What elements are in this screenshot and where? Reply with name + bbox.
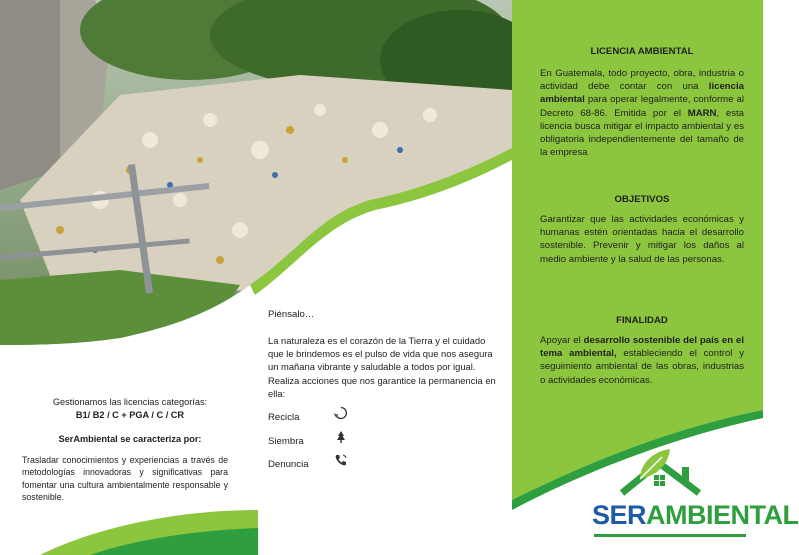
recycle-icon bbox=[334, 406, 348, 420]
licenses-title: Gestionamos las licencias categorías: bbox=[52, 397, 208, 407]
license-text: En Guatemala, todo proyecto, obra, industria o actividad debe contar con una licencia ambiental para operar legalmente, conforme al Decreto 68-86. Emitida por el MARN, esta licencia busca mitigar el impacto ambiental y es obligatoria independientemente del tamaño de la empresa bbox=[540, 68, 744, 159]
action-recycle: Recicla bbox=[268, 412, 300, 423]
house-leaf-logo-icon bbox=[604, 443, 724, 503]
objectives-title: OBJETIVOS bbox=[614, 194, 670, 205]
purpose-title: FINALIDAD bbox=[616, 315, 668, 326]
purpose-text: Apoyar el desarrollo sostenible del país en el tema ambiental, estableciendo el control y seguimiento ambiental de las obras, industrias o actividades económicas. bbox=[540, 335, 744, 386]
think-heading: Piénsalo… bbox=[268, 309, 315, 320]
action-report: Denuncia bbox=[268, 459, 309, 470]
nature-paragraph: La naturaleza es el corazón de la Tierra y el cuidado que le brindemos es el pulso de vida que nos asegura un mañana vibrante y saludable a todos por igual. Realiza acciones que nos garantice la permanencia en ella: bbox=[268, 335, 496, 399]
brand-logo-text bbox=[592, 500, 799, 531]
brand-description: Trasladar conocimientos y experiencias a través de metodologías innovadoras y significativas para fomentar una cultura ambientalmente responsable y sostenible. bbox=[22, 455, 228, 503]
action-plant: Siembra bbox=[268, 436, 304, 447]
objectives-text: Garantizar que las actividades económicas y humanas estén orientadas hacia el desarrollo sostenible. Prevenir y mitigar los daños al medio ambiente y la salud de las personas. bbox=[540, 214, 744, 265]
polluted-river-photo bbox=[0, 0, 512, 345]
brand-heading: SerAmbiental se caracteriza por: bbox=[58, 434, 202, 444]
right-panel bbox=[512, 0, 799, 555]
logo-word-ser: SER bbox=[592, 500, 647, 530]
license-title: LICENCIA AMBIENTAL bbox=[590, 46, 694, 57]
license-categories: B1/ B2 / C + PGA / C / CR bbox=[75, 410, 185, 420]
phone-icon bbox=[334, 453, 348, 467]
tree-icon bbox=[334, 430, 348, 444]
logo-underline bbox=[594, 534, 746, 537]
logo-word-ambiental: AMBIENTAL bbox=[646, 500, 799, 530]
